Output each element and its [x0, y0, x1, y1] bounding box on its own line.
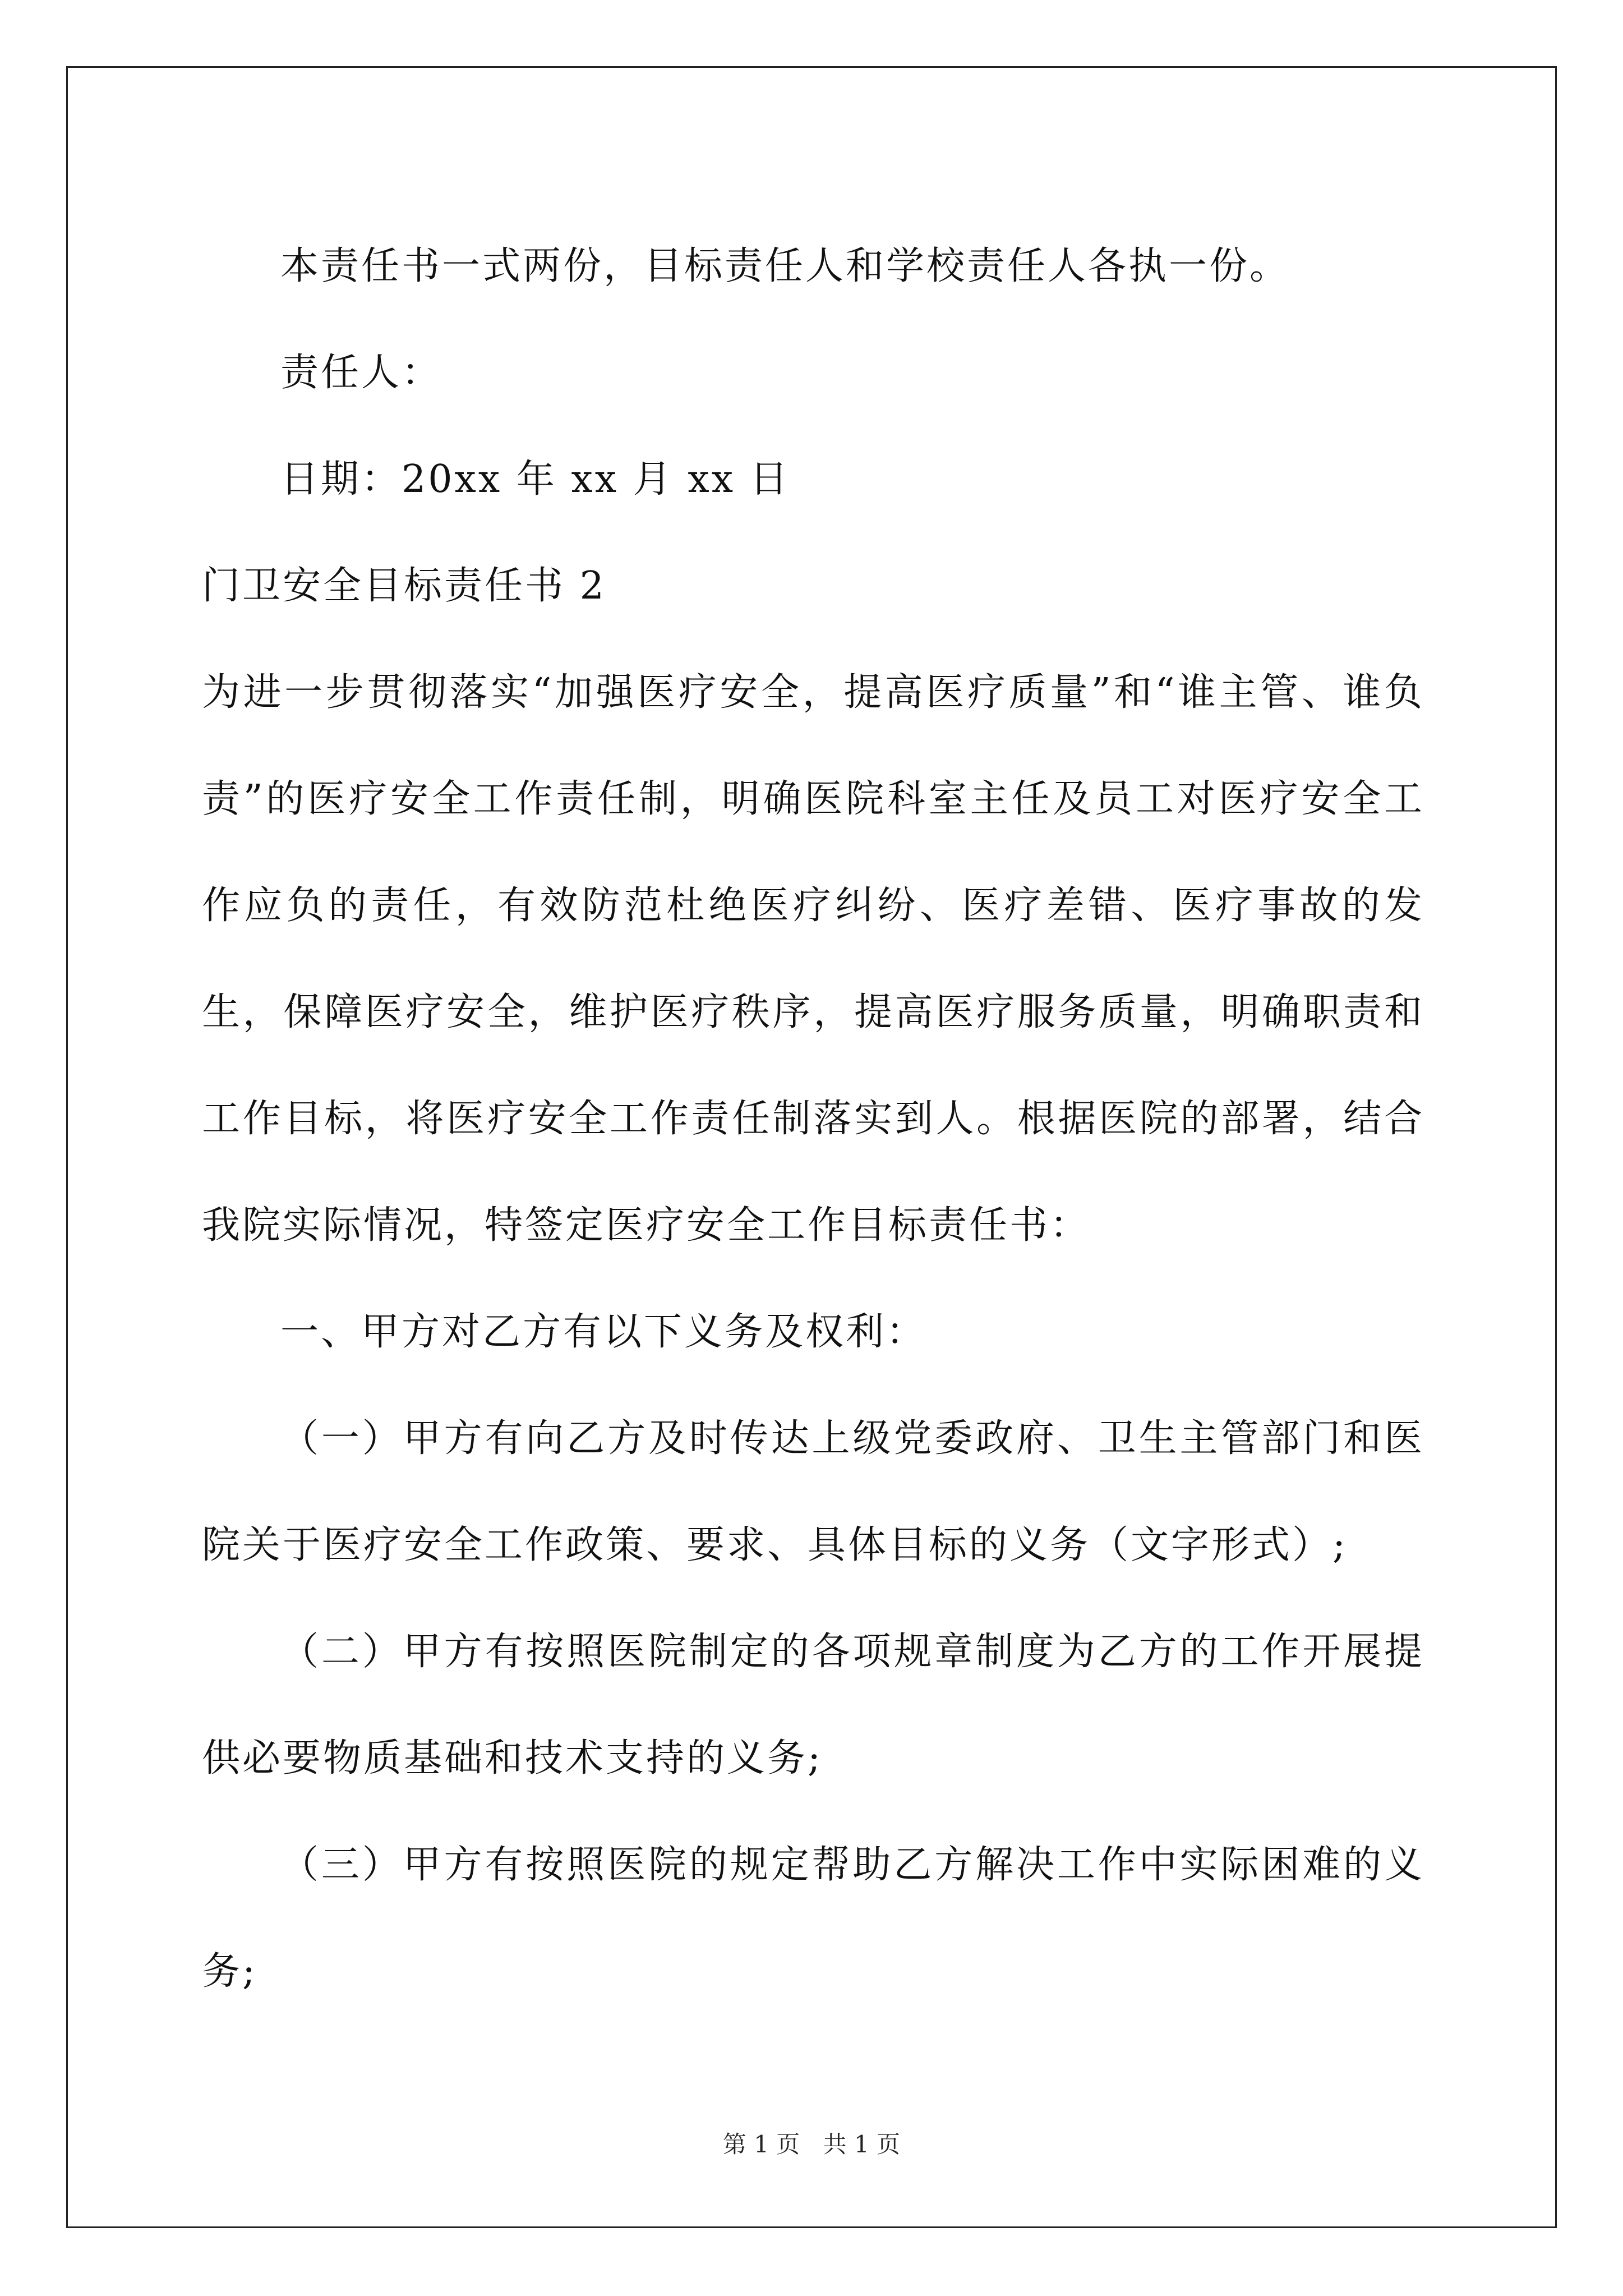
paragraph-intro: 为进一步贯彻落实“加强医疗安全，提高医疗质量”和“谁主管、谁负责”的医疗安全工作责任制，明确医院科室主任及员工对医疗安全工作应负的责任，有效防范杜绝医疗纠纷、医疗差错、医疗事故的发生，保障医疗安全，维护医疗秩序，提高医疗服务质量，明确职责和工作目标，将医疗安全工作责任制落实到人。根据医院的部署，结合我院实际情况，特签定医疗安全工作目标责任书： [202, 670, 1424, 1248]
paragraph-copies: 本责任书一式两份，目标责任人和学校责任人各执一份。 [280, 244, 1290, 288]
document-body [202, 213, 1424, 2025]
page-total: 共 1 页 [823, 2131, 901, 2158]
section-title: 门卫安全目标责任书 2 [202, 564, 606, 608]
page-number: 第 1 页 [722, 2131, 800, 2158]
paragraph-item-3: （三）甲方有按照医院的规定帮助乙方解决工作中实际困难的义务; [202, 1843, 1424, 1994]
page-footer [0, 2126, 1623, 2160]
paragraph-responsible-person: 责任人： [280, 351, 442, 395]
paragraph-item-2: （二）甲方有按照医院制定的各项规章制度为乙方的工作开展提供必要物质基础和技术支持的义务; [202, 1630, 1424, 1780]
paragraph-date: 日期：20xx 年 xx 月 xx 日 [280, 457, 790, 501]
paragraph-heading-obligations: 一、甲方对乙方有以下义务及权利： [280, 1310, 927, 1354]
paragraph-item-1: （一）甲方有向乙方及时传达上级党委政府、卫生主管部门和医院关于医疗安全工作政策、要求、具体目标的义务（文字形式）; [202, 1416, 1424, 1567]
